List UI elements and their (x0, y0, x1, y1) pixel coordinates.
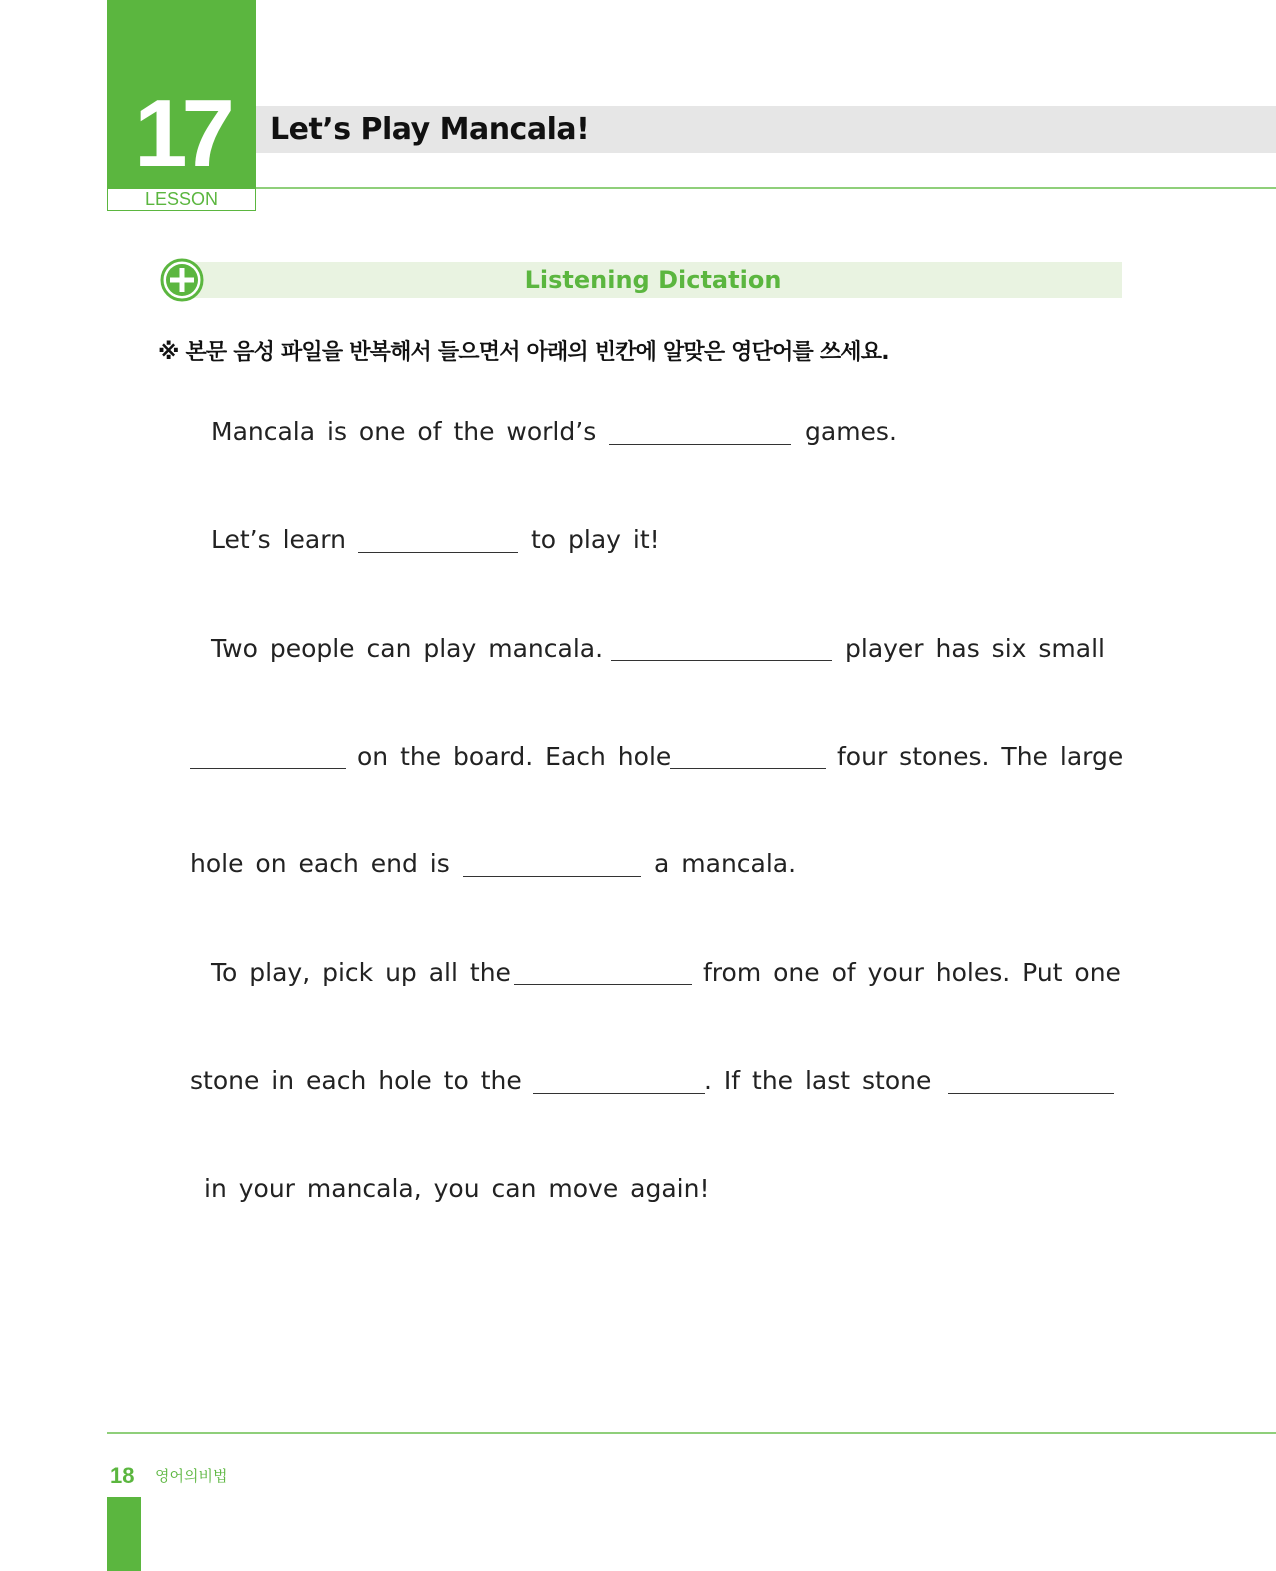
blank-field[interactable] (533, 1093, 705, 1094)
title-divider (256, 187, 1276, 189)
section-title: Listening Dictation (524, 266, 782, 294)
line-6-part-a: To play, pick up all the (211, 958, 511, 987)
line-2-part-b: to play it! (531, 525, 660, 554)
line-3-part-a: Two people can play mancala. (211, 634, 604, 663)
page-title: Let’s Play Mancala! (270, 112, 590, 147)
book-title: 영어의비법 (155, 1467, 228, 1485)
footer-tab (107, 1497, 141, 1571)
blank-field[interactable] (670, 768, 826, 769)
footer-divider (107, 1432, 1276, 1434)
lesson-number-block (107, 0, 256, 188)
line-1-part-b: games. (805, 417, 897, 446)
blank-field[interactable] (514, 984, 692, 985)
blank-field[interactable] (948, 1093, 1114, 1094)
line-4-part-b: four stones. The large (837, 742, 1124, 771)
line-7-part-b: . If the last stone (704, 1066, 932, 1095)
blank-field[interactable] (609, 444, 791, 445)
line-1-part-a: Mancala is one of the world’s (211, 417, 597, 446)
line-6-part-b: from one of your holes. Put one (703, 958, 1121, 987)
line-5-part-b: a mancala. (654, 849, 797, 878)
line-5-part-a: hole on each end is (190, 849, 450, 878)
page-number: 18 (110, 1463, 135, 1488)
blank-field[interactable] (463, 876, 641, 877)
line-8-part-a: in your mancala, you can move again! (204, 1174, 710, 1203)
blank-field[interactable] (190, 768, 346, 769)
title-bar (256, 106, 1276, 153)
blank-field[interactable] (358, 552, 518, 553)
lesson-number: 17 (134, 80, 229, 187)
line-4-part-a: on the board. Each hole (357, 742, 672, 771)
line-3-part-b: player has six small (845, 634, 1105, 663)
instruction-text: ※ 본문 음성 파일을 반복해서 들으면서 아래의 빈칸에 알맞은 영단어를 쓰세요. (158, 340, 889, 365)
plus-circle-icon (160, 258, 204, 302)
line-2-part-a: Let’s learn (211, 525, 346, 554)
line-7-part-a: stone in each hole to the (190, 1066, 522, 1095)
lesson-label: LESSON (107, 188, 256, 211)
blank-field[interactable] (611, 660, 832, 661)
section-header (178, 262, 1122, 298)
